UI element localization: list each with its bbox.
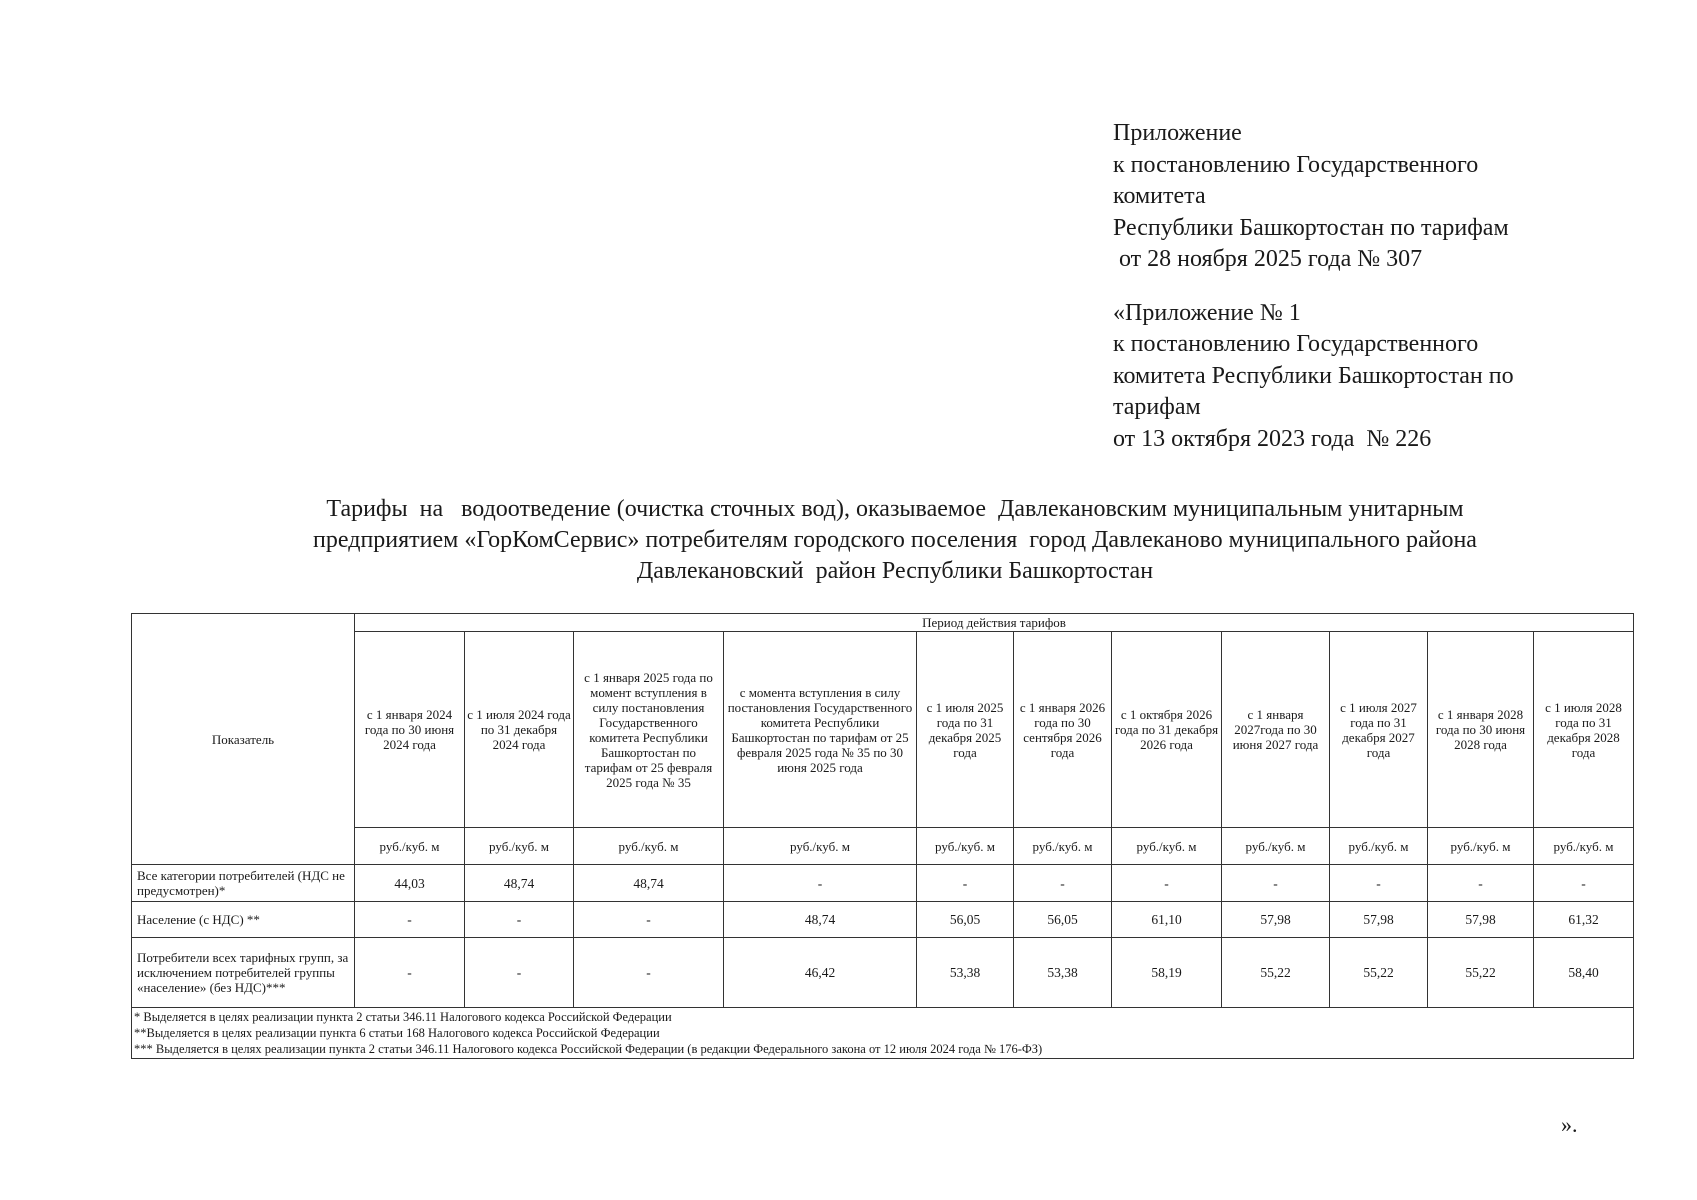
tariff-value: - — [1330, 865, 1428, 902]
period-header-cell: с 1 января 2027года по 30 июня 2027 года — [1222, 632, 1330, 828]
appendix-header-line: к постановлению Государственного — [1113, 151, 1479, 178]
period-header-cell: с 1 июля 2025 года по 31 декабря 2025 года — [917, 632, 1014, 828]
title-line: предприятием «ГорКомСервис» потребителям городского поселения город Давлеканово муниципального района — [313, 527, 1477, 553]
tariff-value: 61,32 — [1534, 902, 1634, 938]
tariff-value: 53,38 — [1014, 938, 1112, 1008]
unit-cell: руб./куб. м — [1222, 828, 1330, 865]
tariff-table — [131, 613, 1634, 1059]
closing-quote: ». — [1561, 1112, 1578, 1137]
indicator-header: Показатель — [132, 614, 355, 865]
original-appendix-line: к постановлению Государственного — [1113, 331, 1479, 357]
tariff-value: - — [574, 902, 724, 938]
period-header-cell: с 1 января 2026 года по 30 сентября 2026 года — [1014, 632, 1112, 828]
tariff-value: 57,98 — [1222, 902, 1330, 938]
unit-cell: руб./куб. м — [1428, 828, 1534, 865]
tariff-value: - — [1428, 865, 1534, 902]
unit-cell: руб./куб. м — [355, 828, 465, 865]
tariff-value: - — [355, 938, 465, 1008]
tariff-value: - — [1112, 865, 1222, 902]
period-header-cell: с 1 июля 2027 года по 31 декабря 2027 года — [1330, 632, 1428, 828]
tariff-value: - — [1222, 865, 1330, 902]
document-title — [200, 494, 1590, 587]
table-row — [132, 938, 1634, 1008]
tariff-value: - — [465, 902, 574, 938]
tariff-value: 56,05 — [917, 902, 1014, 938]
appendix-header-line: комитета — [1113, 183, 1206, 209]
tariff-value: 55,22 — [1428, 938, 1534, 1008]
tariff-value: 57,98 — [1330, 902, 1428, 938]
tariff-value: 58,19 — [1112, 938, 1222, 1008]
tariff-value: 44,03 — [355, 865, 465, 902]
unit-cell: руб./куб. м — [724, 828, 917, 865]
tariff-value: 48,74 — [574, 865, 724, 902]
original-appendix-line: комитета Республики Башкортостан по — [1113, 362, 1514, 389]
tariff-value: 57,98 — [1428, 902, 1534, 938]
period-header-cell: с момента вступления в силу постановления Государственного комитета Республики Башкортостан по тарифам от 25 февраля 2025 года № 35 по 30 июня 2025 года — [724, 632, 917, 828]
appendix-header-line: Приложение — [1113, 120, 1242, 146]
unit-cell: руб./куб. м — [574, 828, 724, 865]
tariff-value: 56,05 — [1014, 902, 1112, 938]
tariff-value: - — [917, 865, 1014, 902]
period-header-cell: с 1 января 2024 года по 30 июня 2024 года — [355, 632, 465, 828]
tariff-value: - — [1014, 865, 1112, 902]
original-appendix-line: тарифам — [1113, 394, 1201, 420]
tariff-value: - — [355, 902, 465, 938]
table-row — [132, 865, 1634, 902]
unit-cell: руб./куб. м — [1330, 828, 1428, 865]
title-line: Давлекановский район Республики Башкортостан — [636, 558, 1154, 584]
period-header-cell: с 1 июля 2024 года по 31 декабря 2024 года — [465, 632, 574, 828]
tariff-value: - — [724, 865, 917, 902]
tariff-value: - — [574, 938, 724, 1008]
tariff-value: 48,74 — [724, 902, 917, 938]
tariff-value: 58,40 — [1534, 938, 1634, 1008]
appendix-header-line: от 28 ноября 2025 года № 307 — [1113, 246, 1423, 272]
footnote: **Выделяется в целях реализации пункта 6 статьи 168 Налогового кодекса Российской Федерации — [134, 1026, 660, 1040]
footnotes-row — [132, 1008, 1634, 1059]
period-header-cell: с 1 января 2028 года по 30 июня 2028 года — [1428, 632, 1534, 828]
period-header-cell: с 1 октября 2026 года по 31 декабря 2026 года — [1112, 632, 1222, 828]
tariff-value: 46,42 — [724, 938, 917, 1008]
row-label: Все категории потребителей (НДС не предусмотрен)* — [132, 865, 355, 902]
period-header: Период действия тарифов — [355, 614, 1634, 632]
period-header-cell: с 1 июля 2028 года по 31 декабря 2028 года — [1534, 632, 1634, 828]
tariff-value: 48,74 — [465, 865, 574, 902]
row-label: Потребители всех тарифных групп, за исключением потребителей группы «население» (без НДС)*** — [132, 938, 355, 1008]
tariff-value: 55,22 — [1222, 938, 1330, 1008]
title-line: Тарифы на водоотведение (очистка сточных вод), оказываемое Давлекановским муниципальным унитарным — [326, 496, 1464, 522]
unit-cell: руб./куб. м — [1534, 828, 1634, 865]
tariff-value: - — [465, 938, 574, 1008]
original-appendix-line: «Приложение № 1 — [1113, 299, 1301, 326]
footnotes — [132, 1008, 1634, 1059]
appendix-header — [1113, 118, 1633, 455]
tariff-value: 55,22 — [1330, 938, 1428, 1008]
footnote: * Выделяется в целях реализации пункта 2 статьи 346.11 Налогового кодекса Российской Федерации — [134, 1010, 672, 1024]
original-appendix-line: от 13 октября 2023 года № 226 — [1113, 425, 1432, 452]
unit-cell: руб./куб. м — [917, 828, 1014, 865]
unit-cell: руб./куб. м — [1014, 828, 1112, 865]
unit-cell: руб./куб. м — [465, 828, 574, 865]
footnote: *** Выделяется в целях реализации пункта 2 статьи 346.11 Налогового кодекса Российской Федерации (в редакции Федерального закона от 12 июля 2024 года № 176-ФЗ) — [134, 1042, 1043, 1056]
tariff-value: 61,10 — [1112, 902, 1222, 938]
tariff-value: 53,38 — [917, 938, 1014, 1008]
tariff-value: - — [1534, 865, 1634, 902]
appendix-header-line: Республики Башкортостан по тарифам — [1113, 214, 1509, 241]
table-row — [132, 902, 1634, 938]
row-label: Население (с НДС) ** — [132, 902, 355, 938]
unit-cell: руб./куб. м — [1112, 828, 1222, 865]
period-header-cell: с 1 января 2025 года по момент вступления в силу постановления Государственного комитета Республики Башкортостан по тарифам от 25 февраля 2025 года № 35 — [574, 632, 724, 828]
